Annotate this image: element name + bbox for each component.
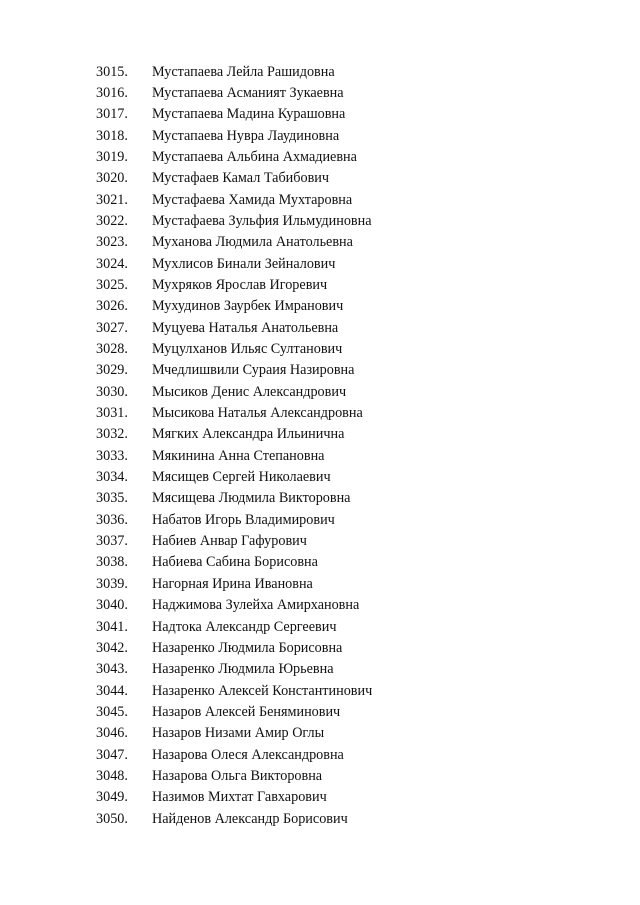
- list-item: [96, 317, 372, 338]
- entry-number: 3028.: [96, 341, 128, 358]
- entry-number: 3031.: [96, 405, 128, 422]
- list-item: [96, 637, 372, 658]
- list-item: [96, 232, 372, 253]
- entry-number: 3019.: [96, 148, 128, 165]
- entry-name: Мустафаев Камал Табибович: [152, 170, 330, 187]
- entry-number: 3035.: [96, 490, 128, 507]
- list-item: [96, 701, 372, 722]
- entry-name: Мясищева Людмила Викторовна: [152, 490, 351, 507]
- entry-number: 3020.: [96, 170, 128, 187]
- list-item: [96, 744, 372, 765]
- list-item: [96, 531, 372, 552]
- list-item: [96, 61, 372, 82]
- list-item: [96, 445, 372, 466]
- entry-name: Наджимова Зулейха Амирхановна: [152, 597, 360, 614]
- entry-number: 3034.: [96, 469, 128, 486]
- entry-name: Мустапаева Мадина Курашовна: [152, 106, 346, 123]
- list-item: [96, 104, 372, 125]
- entry-number: 3024.: [96, 255, 128, 272]
- list-item: [96, 296, 372, 317]
- entry-number: 3041.: [96, 618, 128, 635]
- entry-name: Назимов Михтат Гавхарович: [152, 789, 327, 806]
- list-item: [96, 210, 372, 231]
- list-item: [96, 595, 372, 616]
- list-item: [96, 274, 372, 295]
- entry-number: 3027.: [96, 319, 128, 336]
- entry-number: 3022.: [96, 212, 128, 229]
- list-item: [96, 125, 372, 146]
- list-item: [96, 659, 372, 680]
- entry-number: 3037.: [96, 533, 128, 550]
- entry-name: Муханова Людмила Анатольевна: [152, 234, 353, 251]
- list-item: [96, 573, 372, 594]
- entry-number: 3049.: [96, 789, 128, 806]
- list-item: [96, 253, 372, 274]
- entry-name: Назаров Низами Амир Оглы: [152, 725, 325, 742]
- entry-name: Мухряков Ярослав Игоревич: [152, 277, 328, 293]
- entry-name: Мустапаева Асманият Зукаевна: [152, 84, 344, 101]
- entry-number: 3047.: [96, 746, 128, 763]
- entry-name: Набатов Игорь Владимирович: [152, 511, 335, 528]
- entry-number: 3043.: [96, 661, 128, 678]
- entry-name: Муцуева Наталья Анатольевна: [152, 319, 339, 336]
- entry-name: Назаренко Алексей Константинович: [152, 682, 373, 699]
- entry-name: Назаренко Людмила Борисовна: [152, 639, 343, 656]
- entry-number: 3044.: [96, 682, 128, 699]
- entry-number: 3016.: [96, 84, 128, 101]
- list-item: [96, 338, 372, 359]
- entry-number: 3050.: [96, 810, 128, 827]
- entry-name: Мустапаева Лейла Рашидовна: [152, 63, 335, 80]
- entry-name: Мустафаева Хамида Мухтаровна: [152, 191, 353, 208]
- list-item: [96, 552, 372, 573]
- entry-name: Мчедлишвили Сураия Назировна: [152, 362, 355, 379]
- entry-number: 3046.: [96, 725, 128, 742]
- entry-name: Мысикова Наталья Александровна: [152, 405, 363, 422]
- name-list: [96, 61, 372, 829]
- entry-name: Надтока Александр Сергеевич: [152, 618, 337, 635]
- entry-number: 3045.: [96, 703, 128, 720]
- entry-number: 3039.: [96, 575, 128, 592]
- list-item: [96, 680, 372, 701]
- entry-number: 3017.: [96, 106, 128, 123]
- list-item: [96, 723, 372, 744]
- entry-number: 3029.: [96, 362, 128, 379]
- entry-name: Назарова Ольга Викторовна: [152, 767, 323, 784]
- entry-number: 3042.: [96, 639, 128, 656]
- entry-name: Найденов Александр Борисович: [152, 810, 348, 827]
- entry-name: Мысиков Денис Александрович: [152, 383, 347, 400]
- list-item: [96, 360, 372, 381]
- entry-number: 3023.: [96, 234, 128, 251]
- list-item: [96, 381, 372, 402]
- entry-name: Назарова Олеся Александровна: [152, 746, 344, 763]
- list-item: [96, 488, 372, 509]
- entry-name: Мустапаева Нувра Лаудиновна: [152, 127, 340, 144]
- entry-number: 3030.: [96, 383, 128, 400]
- entry-number: 3025.: [96, 277, 128, 293]
- list-item: [96, 424, 372, 445]
- entry-name: Мягких Александра Ильинична: [152, 426, 345, 443]
- list-item: [96, 403, 372, 424]
- list-item: [96, 509, 372, 530]
- list-item: [96, 146, 372, 167]
- entry-number: 3038.: [96, 554, 128, 571]
- list-item: [96, 808, 372, 829]
- list-item: [96, 168, 372, 189]
- entry-name: Муцулханов Ильяс Султанович: [152, 341, 343, 358]
- entry-number: 3040.: [96, 597, 128, 614]
- entry-name: Мухудинов Заурбек Имранович: [152, 298, 344, 315]
- entry-name: Мясищев Сергей Николаевич: [152, 469, 331, 486]
- list-item: [96, 616, 372, 637]
- entry-number: 3033.: [96, 447, 128, 464]
- entry-name: Мустафаева Зульфия Ильмудиновна: [152, 212, 372, 229]
- entry-name: Назаренко Людмила Юрьевна: [152, 661, 334, 678]
- entry-number: 3036.: [96, 511, 128, 528]
- entry-number: 3032.: [96, 426, 128, 443]
- entry-number: 3026.: [96, 298, 128, 315]
- list-item: [96, 787, 372, 808]
- list-item: [96, 765, 372, 786]
- entry-name: Набиева Сабина Борисовна: [152, 554, 318, 571]
- list-item: [96, 82, 372, 103]
- entry-number: 3015.: [96, 63, 128, 80]
- entry-name: Нагорная Ирина Ивановна: [152, 575, 313, 592]
- entry-number: 3048.: [96, 767, 128, 784]
- entry-name: Набиев Анвар Гафурович: [152, 533, 307, 550]
- entry-name: Мякинина Анна Степановна: [152, 447, 325, 464]
- list-item: [96, 189, 372, 210]
- entry-number: 3021.: [96, 191, 128, 208]
- entry-number: 3018.: [96, 127, 128, 144]
- list-item: [96, 467, 372, 488]
- entry-name: Назаров Алексей Беняминович: [152, 703, 341, 720]
- entry-name: Мухлисов Бинали Зейналович: [152, 255, 336, 272]
- entry-name: Мустапаева Альбина Ахмадиевна: [152, 148, 357, 165]
